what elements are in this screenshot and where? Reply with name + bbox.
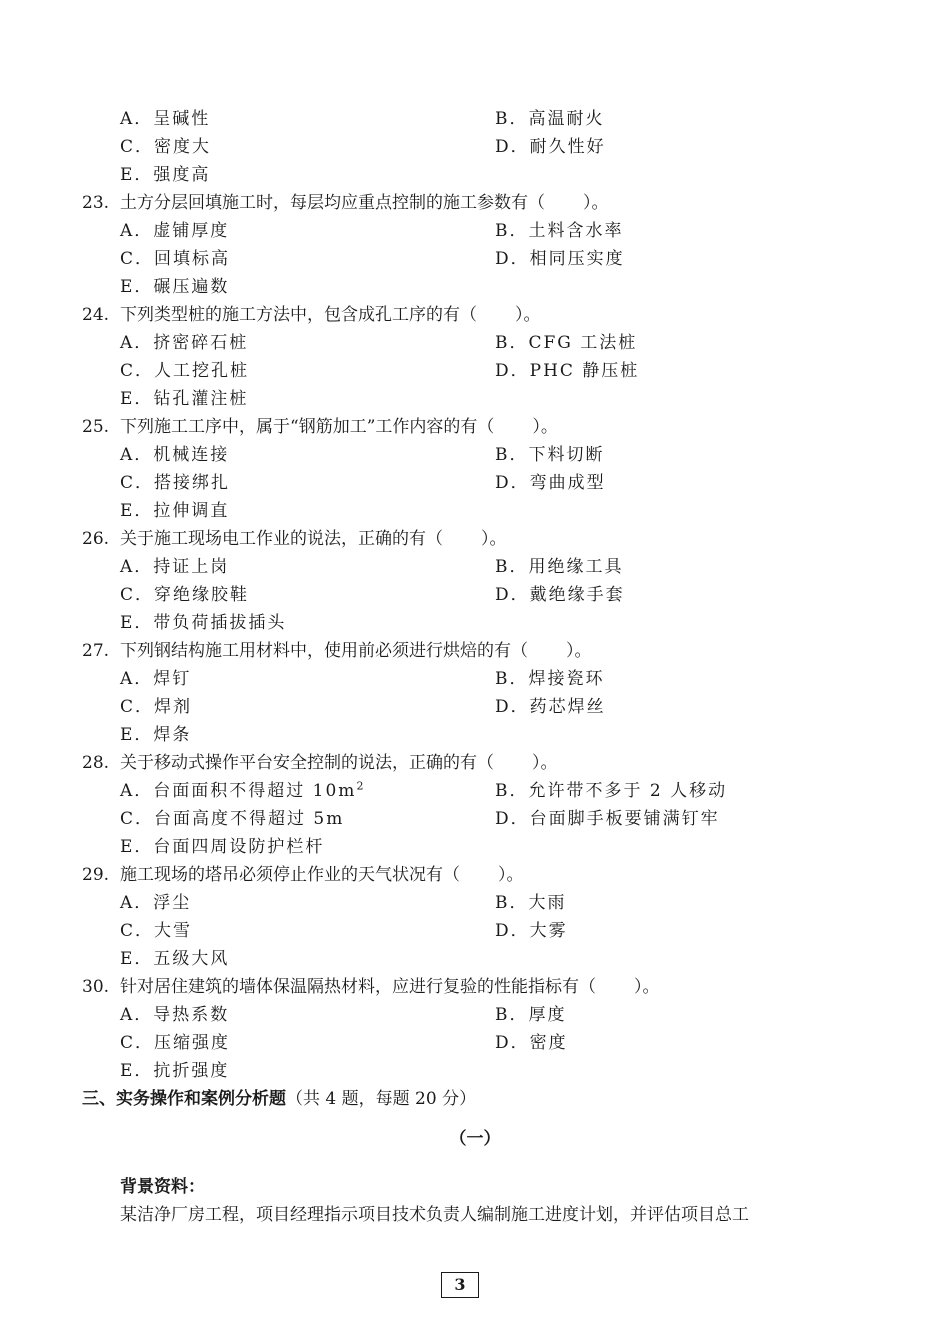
question-close: ）。: [583, 193, 609, 213]
option-a: A．浮尘: [120, 893, 192, 913]
question-text: [120, 976, 660, 998]
option-e: E．碾压遍数: [120, 277, 230, 297]
question-stem: 下列施工工序中，属于“钢筋加工”工作内容的有（: [120, 417, 495, 437]
option-a: A．呈碱性: [120, 109, 211, 129]
option-a: [120, 780, 365, 802]
question-stem: 关于移动式操作平台安全控制的说法，正确的有（: [120, 753, 494, 773]
question-stem: 关于施工现场电工作业的说法，正确的有（: [120, 529, 443, 549]
question-text: [120, 528, 507, 550]
option-e: E．焊条: [120, 725, 192, 745]
option-b: B．土料含水率: [495, 221, 624, 241]
option-b: B．允许带不多于 2 人移动: [495, 781, 728, 801]
option-c: C．压缩强度: [120, 1033, 231, 1053]
option-a: A．挤密碎石桩: [120, 333, 249, 353]
option-d: D．药芯焊丝: [495, 697, 606, 717]
question-text: [120, 640, 592, 662]
option-b: B．厚度: [495, 1005, 567, 1025]
question-text: [120, 192, 609, 214]
option-a: A．焊钉: [120, 669, 192, 689]
option-e: E．五级大风: [120, 949, 230, 969]
option-a: A．持证上岗: [120, 557, 230, 577]
question-number: 24.: [82, 305, 110, 325]
question-number: 30.: [82, 977, 110, 997]
option-c: C．搭接绑扎: [120, 473, 231, 493]
question-close: ）。: [566, 641, 592, 661]
background-label: 背景资料：: [120, 1177, 205, 1197]
option-b: B．焊接瓷环: [495, 669, 605, 689]
option-d: D．耐久性好: [495, 137, 606, 157]
section-heading: [82, 1088, 476, 1110]
option-d: D．大雾: [495, 921, 568, 941]
section-note: （共 4 题，每题 20 分）: [286, 1089, 477, 1109]
option-d: D．戴绝缘手套: [495, 585, 625, 605]
question-stem: 针对居住建筑的墙体保温隔热材料，应进行复验的性能指标有（: [120, 977, 596, 997]
question-stem: 施工现场的塔吊必须停止作业的天气状况有（: [120, 865, 460, 885]
option-c: C．穿绝缘胶鞋: [120, 585, 250, 605]
background-text: 某洁净厂房工程，项目经理指示项目技术负责人编制施工进度计划，并评估项目总工: [120, 1205, 749, 1225]
question-number: 26.: [82, 529, 110, 549]
question-number: 27.: [82, 641, 110, 661]
question-stem: 下列钢结构施工用材料中，使用前必须进行烘焙的有（: [120, 641, 528, 661]
question-number: 23.: [82, 193, 110, 213]
question-close: ）。: [532, 753, 558, 773]
option-a: A．导热系数: [120, 1005, 230, 1025]
option-b: B．CFG 工法桩: [495, 333, 638, 353]
option-c: C．大雪: [120, 921, 193, 941]
question-close: ）。: [498, 865, 524, 885]
option-c: C．台面高度不得超过 5m: [120, 809, 345, 829]
option-b: B．高温耐火: [495, 109, 605, 129]
question-text: [120, 752, 558, 774]
option-c: C．密度大: [120, 137, 212, 157]
page-number: 3: [441, 1272, 479, 1298]
question-number: 28.: [82, 753, 110, 773]
option-c: C．焊剂: [120, 697, 193, 717]
option-a: A．虚铺厚度: [120, 221, 230, 241]
case-label: （一）: [449, 1129, 501, 1149]
option-e: E．抗折强度: [120, 1061, 230, 1081]
option-c: C．回填标高: [120, 249, 231, 269]
question-number: 29.: [82, 865, 110, 885]
superscript: 2: [356, 779, 366, 793]
option-a: A．机械连接: [120, 445, 230, 465]
question-close: ）。: [532, 417, 558, 437]
option-a-text: A．台面面积不得超过 10m: [120, 781, 357, 801]
option-c: C．人工挖孔桩: [120, 361, 250, 381]
option-b: B．用绝缘工具: [495, 557, 624, 577]
question-text: [120, 416, 558, 438]
section-title: 三、实务操作和案例分析题: [82, 1089, 286, 1109]
option-d: D．台面脚手板要铺满钉牢: [495, 809, 720, 829]
question-number: 25.: [82, 417, 110, 437]
question-text: [120, 304, 541, 326]
option-e: E．钻孔灌注桩: [120, 389, 249, 409]
option-d: D．PHC 静压桩: [495, 361, 640, 381]
question-close: ）。: [481, 529, 507, 549]
question-stem: 下列类型桩的施工方法中，包含成孔工序的有（: [120, 305, 477, 325]
option-b: B．大雨: [495, 893, 567, 913]
question-text: [120, 864, 524, 886]
option-d: D．相同压实度: [495, 249, 625, 269]
option-e: E．强度高: [120, 165, 211, 185]
option-e: E．拉伸调直: [120, 501, 230, 521]
option-e: E．台面四周设防护栏杆: [120, 837, 325, 857]
question-close: ）。: [515, 305, 541, 325]
question-close: ）。: [634, 977, 660, 997]
option-d: D．弯曲成型: [495, 473, 606, 493]
option-e: E．带负荷插拔插头: [120, 613, 287, 633]
option-d: D．密度: [495, 1033, 568, 1053]
question-stem: 土方分层回填施工时，每层均应重点控制的施工参数有（: [120, 193, 545, 213]
option-b: B．下料切断: [495, 445, 605, 465]
